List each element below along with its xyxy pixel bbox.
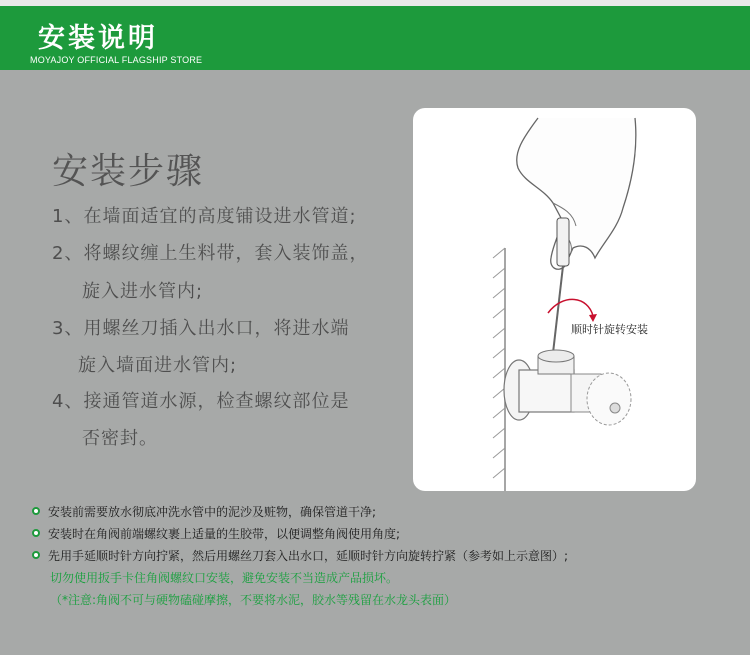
note-bullet-icon — [32, 507, 40, 515]
step-line-3-cont: 旋入墙面进水管内; — [78, 355, 238, 376]
steps-heading: 安装步骤 — [52, 151, 205, 192]
caution-text: （*注意:角阀不可与硬物磕碰摩擦，不要将水泥，胶水等残留在水龙头表面） — [50, 593, 457, 607]
step-line-1: 1、在墙面适宜的高度铺设进水管道; — [52, 206, 357, 227]
store-subtitle: MOYAJOY OFFICIAL FLAGSHIP STORE — [30, 55, 203, 65]
step-line-2: 2、将螺纹缠上生料带，套入装饰盖， — [52, 243, 369, 264]
header-banner — [0, 6, 750, 70]
installation-illustration — [413, 108, 696, 491]
step-line-4: 4、接通管道水源，检查螺纹部位是 — [52, 391, 350, 412]
rotation-annotation: 顺时针旋转安装 — [571, 323, 648, 336]
note-item-1: 安装前需要放水彻底冲洗水管中的泥沙及赃物，确保管道干净; — [48, 505, 377, 519]
note-bullet-icon — [32, 551, 40, 559]
page-title: 安装说明 — [38, 23, 158, 54]
warning-text: 切勿使用扳手卡住角阀螺纹口安装，避免安装不当造成产品损坏。 — [50, 571, 399, 585]
step-line-2-cont: 旋入进水管内; — [82, 281, 204, 302]
step-line-4-cont: 否密封。 — [82, 428, 158, 449]
valve-installation-drawing — [413, 108, 696, 491]
note-item-2: 安装时在角阀前端螺纹裹上适量的生胶带，以便调整角阀使用角度; — [48, 527, 401, 541]
step-line-3: 3、用螺丝刀插入出水口，将进水端 — [52, 318, 350, 339]
note-item-3: 先用手延顺时针方向拧紧，然后用螺丝刀套入出水口，延顺时针方向旋转拧紧（参考如上示意图）; — [48, 549, 569, 563]
note-bullet-icon — [32, 529, 40, 537]
